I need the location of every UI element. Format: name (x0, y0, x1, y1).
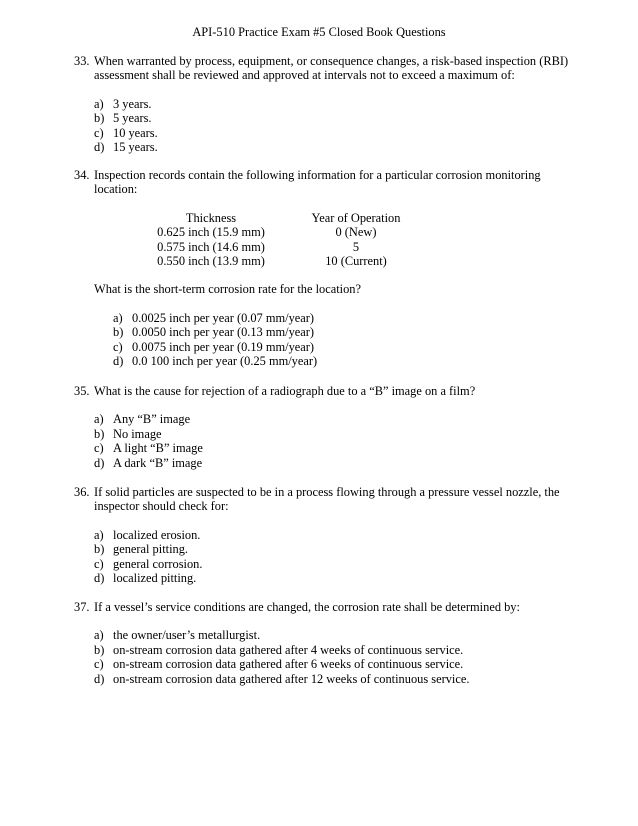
option-text: No image (113, 426, 162, 441)
option-letter: a) (94, 412, 104, 427)
option-letter: a) (94, 96, 104, 111)
question-text: What is the cause for rejection of a radiograph due to a “B” image on a film? (94, 384, 476, 398)
option-letter: d) (113, 354, 124, 369)
question-number: 37. (74, 600, 90, 614)
question-number: 33. (74, 54, 90, 68)
option-letter: b) (94, 426, 105, 441)
option-text: 10 years. (113, 125, 158, 140)
option-letter: c) (94, 125, 104, 140)
option-text: 5 years. (113, 111, 152, 126)
page-header: API-510 Practice Exam #5 Closed Book Questions (192, 25, 446, 39)
table-cell: 10 (Current) (325, 254, 387, 269)
option-letter: d) (94, 671, 105, 686)
option-text: on-stream corrosion data gathered after 4 weeks of continuous service. (113, 642, 464, 657)
table-cell: 0.575 inch (14.6 mm) (157, 239, 265, 254)
question-text: Inspection records contain the following information for a particular corrosion monitoring location: (94, 168, 541, 197)
question-34 (74, 168, 574, 368)
answer-options (113, 311, 574, 369)
answer-option (113, 340, 574, 354)
answer-option (94, 628, 574, 642)
question-number: 35. (74, 384, 90, 398)
answer-option (113, 354, 574, 368)
option-text: 3 years. (113, 96, 152, 111)
answer-option (94, 126, 574, 140)
table-header: Year of Operation (311, 210, 401, 225)
answer-option (94, 557, 574, 571)
question-text: If solid particles are suspected to be in a process flowing through a pressure vessel nozzle, the inspector should check for: (94, 485, 560, 514)
option-text: on-stream corrosion data gathered after 6 weeks of continuous service. (113, 657, 464, 672)
option-letter: c) (113, 339, 123, 354)
question-35 (74, 384, 574, 470)
answer-option (94, 111, 574, 125)
table-column-thickness (141, 211, 281, 269)
option-letter: a) (94, 527, 104, 542)
question-followup: What is the short-term corrosion rate for the location? (94, 282, 361, 297)
answer-option (94, 456, 574, 470)
answer-option (94, 97, 574, 111)
option-letter: d) (94, 140, 105, 155)
table-cell: 0.550 inch (13.9 mm) (157, 254, 265, 269)
option-text: localized pitting. (113, 571, 197, 586)
option-text: on-stream corrosion data gathered after 12 weeks of continuous service. (113, 671, 470, 686)
option-text: localized erosion. (113, 527, 201, 542)
option-text: Any “B” image (113, 412, 191, 427)
question-text: When warranted by process, equipment, or consequence changes, a risk-based inspection (RBI) assessment shall be reviewed and approved at intervals not to exceed a maximum of: (94, 54, 569, 83)
answer-option (94, 441, 574, 455)
option-letter: d) (94, 571, 105, 586)
answer-option (94, 528, 574, 542)
question-number: 34. (74, 168, 90, 182)
answer-option (94, 643, 574, 657)
option-letter: c) (94, 556, 104, 571)
option-letter: a) (94, 628, 104, 643)
answer-option (94, 412, 574, 426)
answer-option (94, 657, 574, 671)
option-text: the owner/user’s metallurgist. (113, 628, 261, 643)
answer-option (113, 325, 574, 339)
question-33 (74, 54, 574, 154)
table-header: Thickness (185, 210, 237, 225)
answer-option (113, 311, 574, 325)
option-letter: c) (94, 657, 104, 672)
answer-option (94, 542, 574, 556)
option-letter: b) (94, 542, 105, 557)
option-letter: b) (94, 111, 105, 126)
question-text: If a vessel’s service conditions are changed, the corrosion rate shall be determined by: (94, 600, 520, 614)
answer-option (94, 140, 574, 154)
option-text: 0.0050 inch per year (0.13 mm/year) (132, 325, 315, 340)
answer-options (94, 528, 574, 586)
answer-options (94, 628, 574, 686)
table-cell: 0.625 inch (15.9 mm) (157, 225, 265, 240)
table-column-year (281, 211, 431, 269)
option-letter: b) (94, 642, 105, 657)
option-letter: d) (94, 455, 105, 470)
option-letter: c) (94, 441, 104, 456)
option-text: general pitting. (113, 542, 189, 557)
option-text: 0.0 100 inch per year (0.25 mm/year) (132, 354, 318, 369)
answer-options (94, 97, 574, 155)
answer-options (94, 412, 574, 470)
question-36 (74, 485, 574, 585)
table-cell: 0 (New) (335, 225, 377, 240)
option-text: 0.0075 inch per year (0.19 mm/year) (132, 339, 315, 354)
answer-option (94, 427, 574, 441)
thickness-table (141, 211, 574, 269)
table-cell: 5 (352, 239, 360, 254)
answer-option (94, 571, 574, 585)
option-text: general corrosion. (113, 556, 203, 571)
option-letter: b) (113, 325, 124, 340)
option-text: 15 years. (113, 140, 158, 155)
question-37 (74, 600, 574, 686)
option-text: A dark “B” image (113, 455, 203, 470)
option-letter: a) (113, 310, 123, 325)
question-number: 36. (74, 485, 90, 499)
option-text: A light “B” image (113, 441, 203, 456)
answer-option (94, 672, 574, 686)
option-text: 0.0025 inch per year (0.07 mm/year) (132, 310, 315, 325)
